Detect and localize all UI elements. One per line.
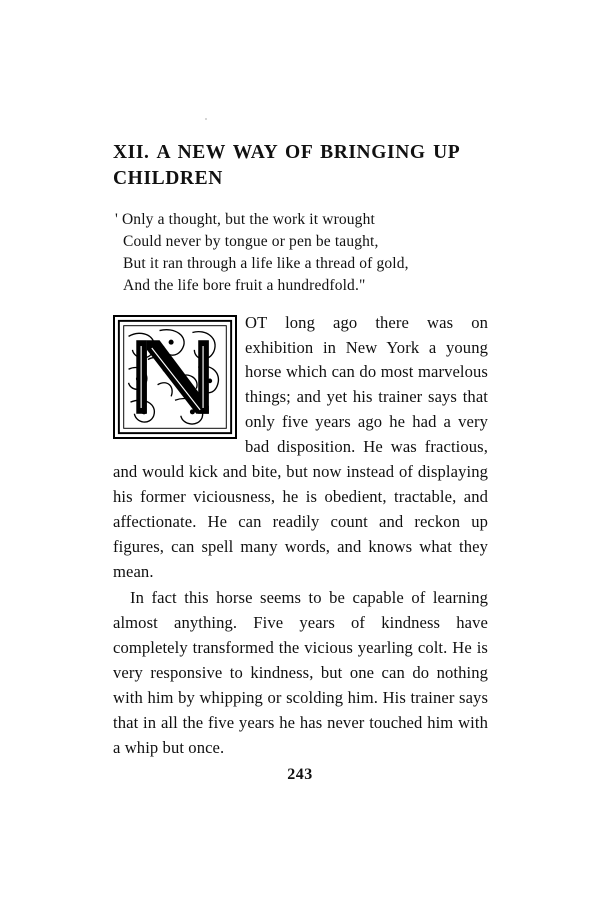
paragraph: OT long ago there was on exhibition in New York a young horse which can do most marvelous things; and yet his trainer says that only five years ago he had a very bad disposition. He was fractious, and would kick and bite, but now instead of displaying his former viciousness, he is obedient, tractable, and affectionate. He can readily count and reckon up figures, can spell many words, and knows what they mean.	[113, 312, 488, 581]
epigraph-line: But it ran through a life like a thread of gold,	[123, 254, 409, 272]
page-number: 243	[287, 766, 313, 783]
paragraph: In fact this horse seems to be capable of learning almost anything. Five years of kindness have completely transformed the vicious yearling colt. He is very responsive to kindness, but one can do nothing with him by whipping or scolding him. His trainer says that in all the five years he has never touched him with a whip but once.	[113, 588, 488, 757]
body-text	[113, 311, 488, 761]
epigraph-line: Could never by tongue or pen be taught,	[123, 232, 379, 250]
epigraph	[113, 209, 488, 297]
epigraph-line: ' Only a thought, but the work it wrought	[115, 210, 375, 228]
page-title	[113, 140, 488, 193]
page-content	[113, 140, 488, 761]
chapter-number: XII.	[113, 142, 150, 163]
page-speck	[205, 118, 207, 120]
illuminated-initial-N-icon	[113, 315, 237, 439]
chapter-title-text: A NEW WAY OF BRINGING UP CHILDREN	[113, 142, 460, 190]
epigraph-line: And the life bore fruit a hundredfold."	[123, 276, 366, 294]
